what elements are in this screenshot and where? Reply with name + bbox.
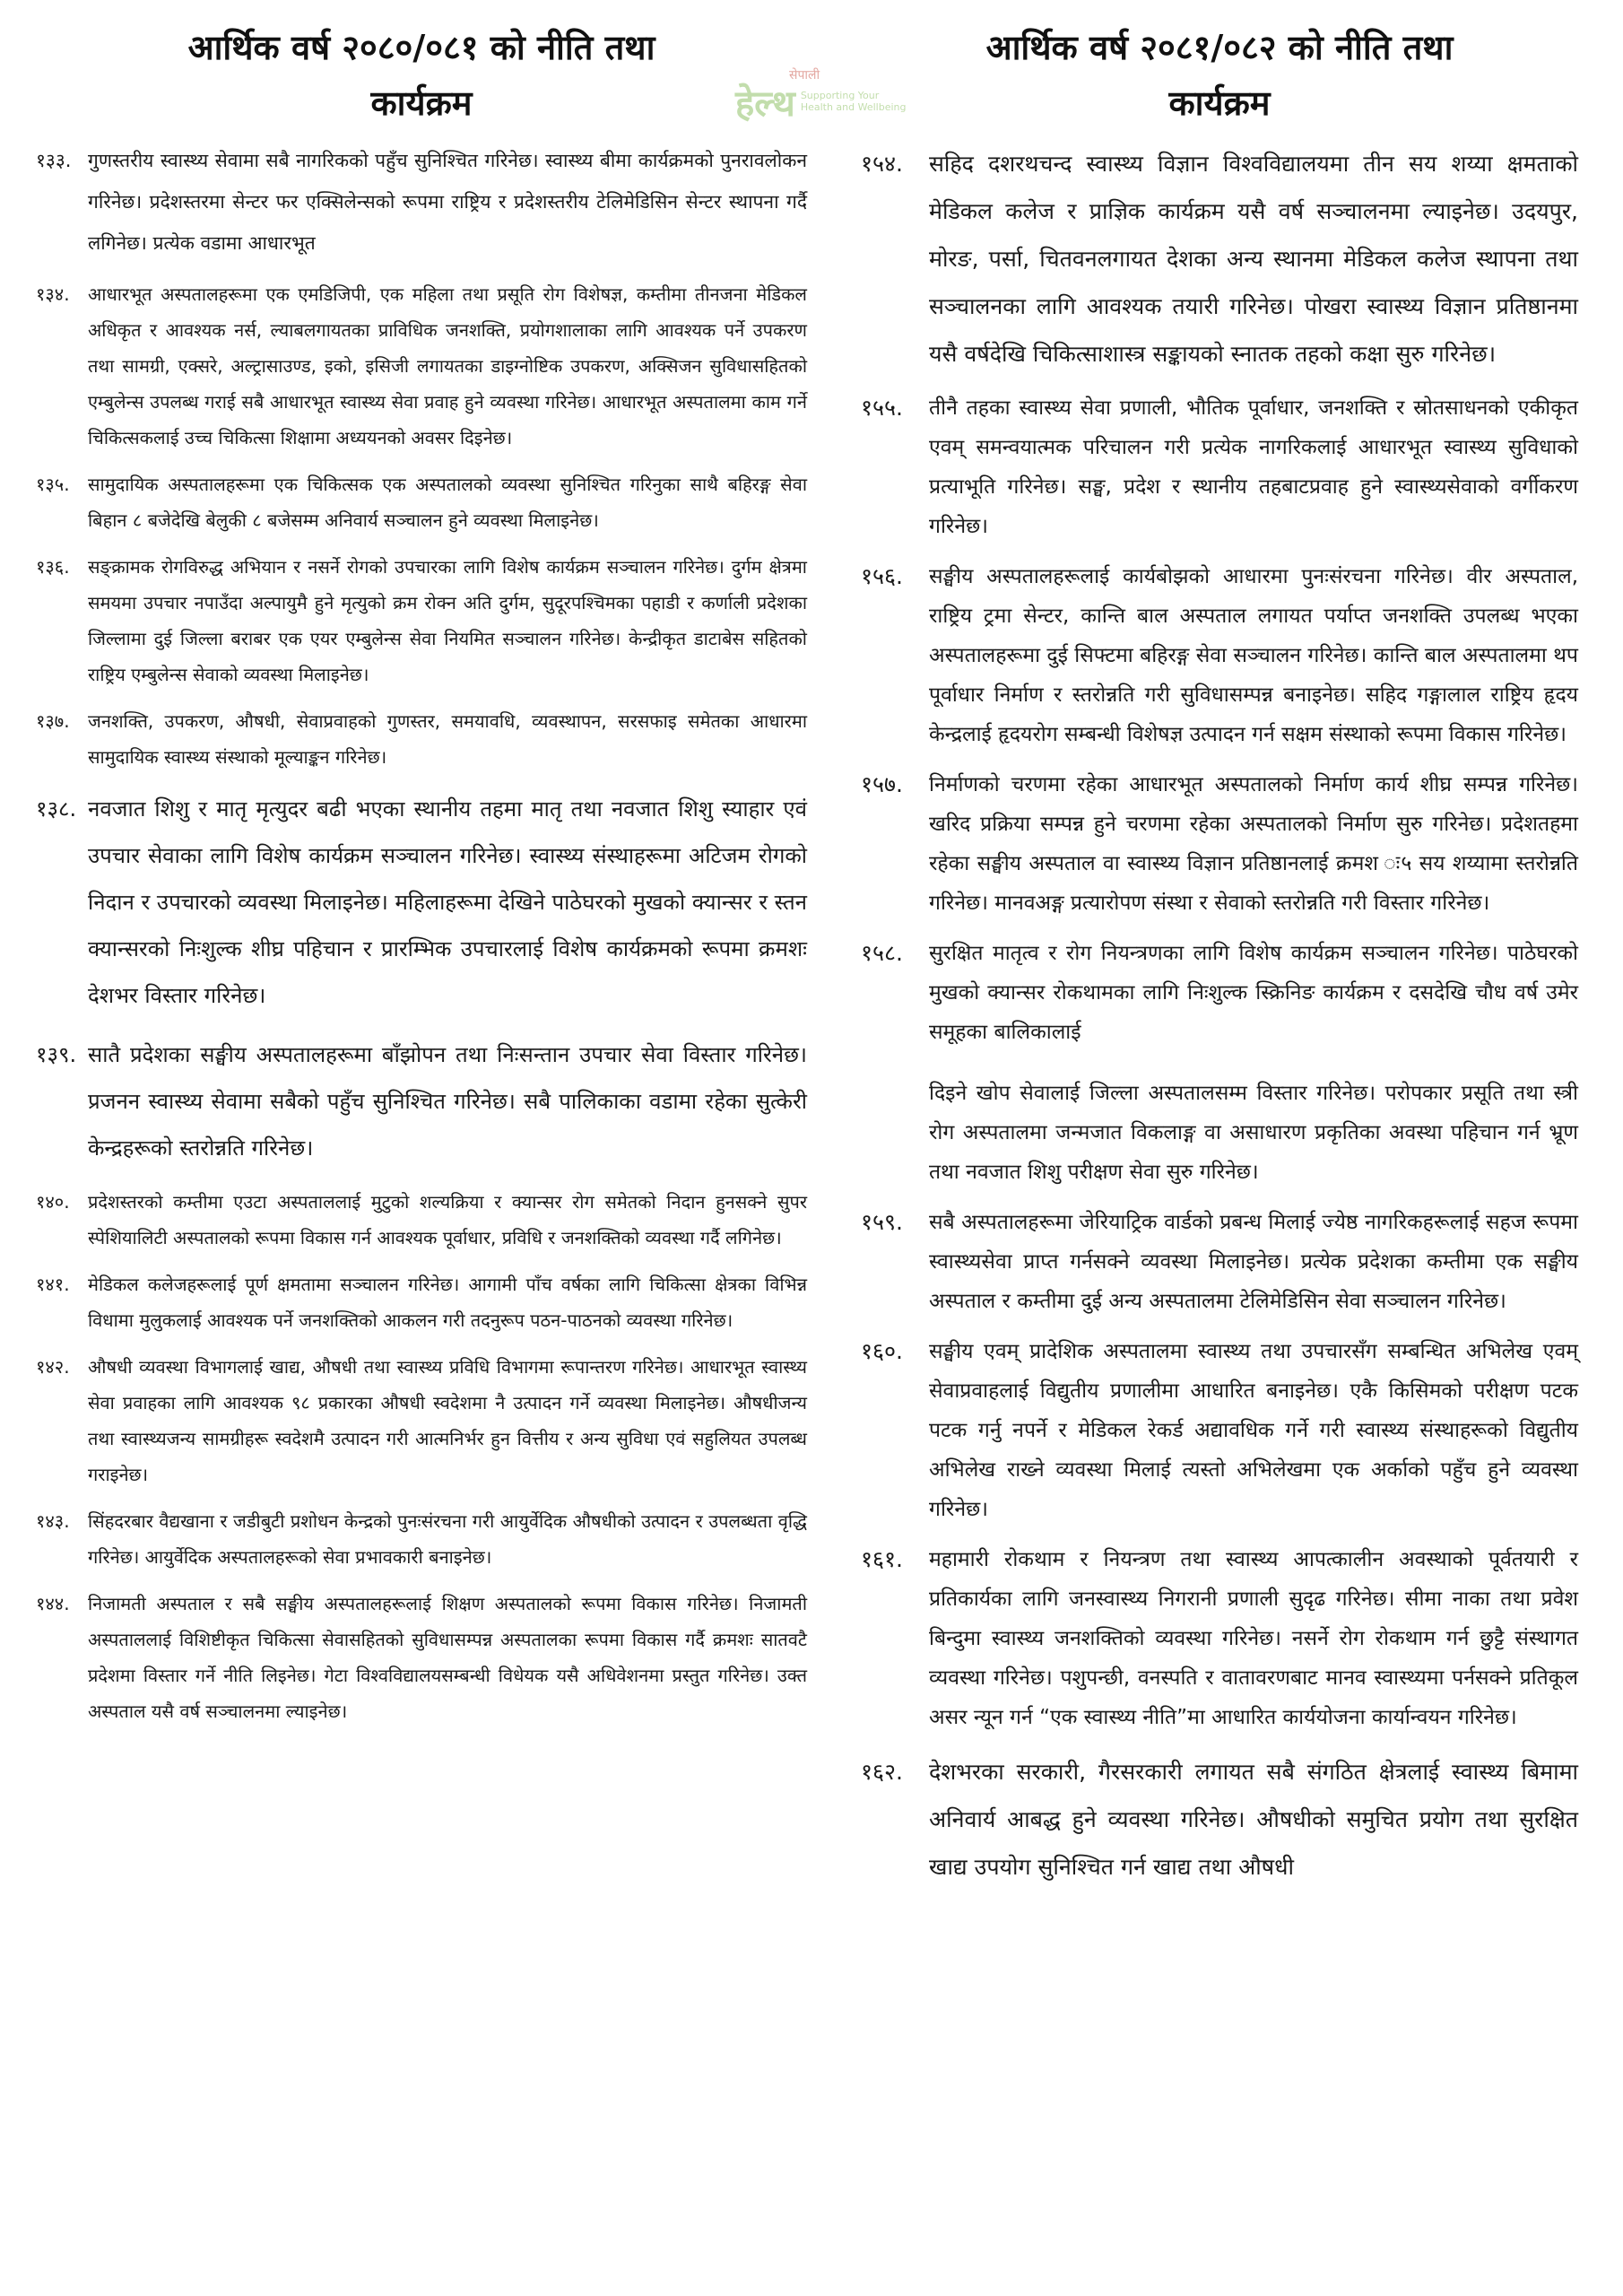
policy-item-138 [36, 786, 807, 1019]
item-number: १४३. [36, 1510, 70, 1532]
item-number: १३७. [36, 710, 70, 732]
item-text: सातै प्रदेशका सङ्घीय अस्पतालहरूमा बाँझोपन तथा निःसन्तान उपचार सेवा विस्तार गरिनेछ। प्रजनन स्वास्थ्य सेवामा सबैको पहुँच सुनिश्चित गरिनेछ। सबै पालिकाका वडामा रहेका सुत्केरी केन्द्रहरूको स्तरोन्नति गरिनेछ। [88, 1042, 807, 1161]
item-text: तीनै तहका स्वास्थ्य सेवा प्रणाली, भौतिक पूर्वाधार, जनशक्ति र स्रोतसाधनको एकीकृत एवम् समन्वयात्मक परिचालन गरी प्रत्येक नागरिकलाई आधारभूत स्वास्थ्य सुविधाको प्रत्याभूति गरिनेछ। सङ्घ, प्रदेश र स्थानीय तहबाटप्रवाह हुने स्वास्थ्यसेवाको वर्गीकरण गरिनेछ। [929, 396, 1578, 538]
policy-item-154 [861, 140, 1578, 378]
policy-item-137 [36, 703, 807, 775]
item-text: सङ्घीय अस्पतालहरूलाई कार्यबोझको आधारमा पुनःसंरचना गरिनेछ। वीर अस्पताल, राष्ट्रिय ट्रमा सेन्टर, कान्ति बाल अस्पताल लगायत पर्याप्त जनशक्ति उपलब्ध भएका अस्पतालहरूमा दुई सिफ्टमा बहिरङ्ग सेवा सञ्चालन गरिनेछ। कान्ति बाल अस्पतालमा थप पूर्वाधार निर्माण र स्तरोन्नति गरी सुविधासम्पन्न बनाइनेछ। सहिद गङ्गालाल राष्ट्रिय हृदय केन्द्रलाई हृदयरोग सम्बन्धी विशेषज्ञ उत्पादन गर्न सक्षम संस्थाको रूपमा विकास गरिनेछ। [929, 565, 1578, 746]
item-number: १३५. [36, 474, 70, 495]
policy-item-160 [861, 1332, 1578, 1529]
policy-item-133 [36, 140, 807, 264]
item-text: गुणस्तरीय स्वास्थ्य सेवामा सबै नागरिकको पहुँच सुनिश्चित गरिनेछ। स्वास्थ्य बीमा कार्यक्रमको पुनरावलोकन गरिनेछ। प्रदेशस्तरमा सेन्टर फर एक्सिलेन्सको रूपमा राष्ट्रिय र प्रदेशस्तरीय टेलिमेडिसिन सेन्टर स्थापना गर्दै लगिनेछ। प्रत्येक वडामा आधारभूत [88, 150, 807, 254]
item-text: निर्माणको चरणमा रहेका आधारभूत अस्पतालको निर्माण कार्य शीघ्र सम्पन्न गरिनेछ। खरिद प्रक्रिया सम्पन्न हुने चरणमा रहेका अस्पतालको निर्माण सुरु गरिनेछ। प्रदेशतहमा रहेका सङ्घीय अस्पताल वा स्वास्थ्य विज्ञान प्रतिष्ठानलाई क्रमश ः५ सय शय्यामा स्तरोन्नति गरिनेछ। मानवअङ्ग प्रत्यारोपण संस्था र सेवाको स्तरोन्नति गरी विस्तार गरिनेछ। [929, 773, 1578, 915]
policy-item-139 [36, 1031, 807, 1171]
right-column [861, 0, 1578, 1901]
item-text: सबै अस्पतालहरूमा जेरियाट्रिक वार्डको प्रबन्ध मिलाई ज्येष्ठ नागरिकहरूलाई सहज रूपमा स्वास्थ्यसेवा प्राप्त गर्नसक्ने व्यवस्था मिलाइनेछ। प्रत्येक प्रदेशका कम्तीमा एक सङ्घीय अस्पताल र कम्तीमा दुई अन्य अस्पतालमा टेलिमेडिसिन सेवा सञ्चालन गरिनेछ। [929, 1211, 1578, 1313]
item-text: प्रदेशस्तरको कम्तीमा एउटा अस्पताललाई मुटुको शल्यक्रिया र क्यान्सर रोग समेतको निदान हुनसक्ने सुपर स्पेशियालिटी अस्पतालको रूपमा विकास गर्न आवश्यक पूर्वाधार, प्रविधि र जनशक्तिको व्यवस्था गर्दै लगिनेछ। [88, 1191, 807, 1248]
policy-item-141 [36, 1266, 807, 1338]
item-text: सङ्क्रामक रोगविरुद्ध अभियान र नसर्ने रोगको उपचारका लागि विशेष कार्यक्रम सञ्चालन गरिनेछ। दुर्गम क्षेत्रमा समयमा उपचार नपाउँदा अल्पायुमै हुने मृत्युको क्रम रोक्न अति दुर्गम, सुदूरपश्चिमका पहाडी र कर्णाली प्रदेशका जिल्लामा दुई जिल्ला बराबर एक एयर एम्बुलेन्स सेवा नियमित सञ्चालन गरिनेछ। केन्द्रीकृत डाटाबेस सहितको राष्ट्रिय एम्बुलेन्स सेवाको व्यवस्था मिलाइनेछ। [88, 556, 807, 685]
logo-mark: हेल्थ [735, 83, 795, 125]
policy-item-142 [36, 1349, 807, 1492]
item-number: १३८. [36, 796, 77, 822]
item-text: निजामती अस्पताल र सबै सङ्घीय अस्पतालहरूलाई शिक्षण अस्पतालको रूपमा विकास गरिनेछ। निजामती अस्पताललाई विशिष्टीकृत चिकित्सा सेवासहितको सुविधासम्पन्न अस्पतालका रूपमा विकास गर्दै क्रमशः सातवटै प्रदेशमा विस्तार गर्ने नीति लिइनेछ। गेटा विश्वविद्यालयसम्बन्धी विधेयक यसै अधिवेशनमा प्रस्तुत गरिनेछ। उक्त अस्पताल यसै वर्ष सञ्चालनमा ल्याइनेछ। [88, 1593, 807, 1722]
policy-item-162 [861, 1748, 1578, 1891]
logo-tagline-line2: Health and Wellbeing [800, 101, 907, 113]
right-heading [861, 20, 1578, 131]
item-number: १३९. [36, 1042, 77, 1067]
policy-item-135 [36, 466, 807, 538]
item-number: १५८. [861, 940, 903, 966]
item-text: सहिद दशरथचन्द स्वास्थ्य विज्ञान विश्वविद्यालयमा तीन सय शय्या क्षमताको मेडिकल कलेज र प्राज्ञिक कार्यक्रम यसै वर्ष सञ्चालनमा ल्याइनेछ। उदयपुर, मोरङ, पर्सा, चितवनलगायत देशका अन्य स्थानमा मेडिकल कलेज स्थापना तथा सञ्चालनका लागि आवश्यक तयारी गरिनेछ। पोखरा स्वास्थ्य विज्ञान प्रतिष्ठानमा यसै वर्षदेखि चिकित्साशास्त्र सङ्कायको स्नातक तहको कक्षा सुरु गरिनेछ। [929, 151, 1578, 367]
policy-item-140 [36, 1184, 807, 1256]
policy-item-159 [861, 1203, 1578, 1321]
policy-item-134 [36, 276, 807, 456]
policy-item-158-continued: दिइने खोप सेवालाई जिल्ला अस्पतालसम्म विस्तार गरिनेछ। परोपकार प्रसूति तथा स्त्री रोग अस्पतालमा जन्मजात विकलाङ्ग वा असाधारण प्रकृतिका अवस्था पहिचान गर्न भ्रूण तथा नवजात शिशु परीक्षण सेवा सुरु गरिनेछ। [929, 1082, 1578, 1184]
item-number: १३६. [36, 556, 70, 578]
item-number: १५९. [861, 1209, 903, 1235]
left-column [36, 0, 807, 1740]
logo-tagline-line1: Supporting Your [800, 90, 880, 101]
item-text: आधारभूत अस्पतालहरूमा एक एमडिजिपी, एक महिला तथा प्रसूति रोग विशेषज्ञ, कम्तीमा तीनजना मेडिकल अधिकृत र आवश्यक नर्स, ल्याबलगायतका प्राविधिक जनशक्ति, प्रयोगशालाका लागि आवश्यक पर्ने उपकरण तथा सामग्री, एक्सरे, अल्ट्रासाउण्ड, इको, इसिजी लगायतका डाइग्नोष्टिक उपकरण, अक्सिजन सुविधासहितको एम्बुलेन्स उपलब्ध गराई सबै आधारभूत स्वास्थ्य सेवा प्रवाह हुने व्यवस्था गरिनेछ। आधारभूत अस्पतालमा काम गर्ने चिकित्सकलाई उच्च चिकित्सा शिक्षामा अध्ययनको अवसर दिइनेछ। [88, 283, 807, 448]
policy-item-157 [861, 765, 1578, 923]
item-number: १४१. [36, 1274, 70, 1295]
item-text: सुरक्षित मातृत्व र रोग नियन्त्रणका लागि विशेष कार्यक्रम सञ्चालन गरिनेछ। पाठेघरको मुखको क्यान्सर रोकथामका लागि निःशुल्क स्क्रिनिङ कार्यक्रम र दसदेखि चौध वर्ष उमेर समूहका बालिकालाई [929, 942, 1578, 1044]
item-number: १४४. [36, 1593, 70, 1614]
item-number: १४०. [36, 1191, 70, 1213]
policy-item-155 [861, 388, 1578, 546]
item-number: १५४. [861, 151, 903, 177]
item-number: १६२. [861, 1759, 903, 1785]
item-text: सामुदायिक अस्पतालहरूमा एक चिकित्सक एक अस्पतालको व्यवस्था सुनिश्चित गरिनुका साथै बहिरङ्ग सेवा बिहान ८ बजेदेखि बेलुकी ८ बजेसम्म अनिवार्य सञ्चालन हुने व्यवस्था मिलाइनेछ। [88, 474, 807, 531]
item-text: सङ्घीय एवम् प्रादेशिक अस्पतालमा स्वास्थ्य तथा उपचारसँग सम्बन्धित अभिलेख एवम् सेवाप्रवाहलाई विद्युतीय प्रणालीमा आधारित बनाइनेछ। एकै किसिमको परीक्षण पटक पटक गर्नु नपर्ने र मेडिकल रेकर्ड अद्यावधिक गर्ने गरी स्वास्थ्य संस्थाहरूको विद्युतीय अभिलेख राख्ने व्यवस्था मिलाई त्यस्तो अभिलेखमा एक अर्काको पहुँच हुने व्यवस्था गरिनेछ। [929, 1340, 1578, 1521]
item-text: जनशक्ति, उपकरण, औषधी, सेवाप्रवाहको गुणस्तर, समयावधि, व्यवस्थापन, सरसफाइ समेतका आधारमा सामुदायिक स्वास्थ्य संस्थाको मूल्याङ्कन गरिनेछ। [88, 710, 807, 768]
item-number: १५५. [861, 395, 903, 421]
item-text: नवजात शिशु र मातृ मृत्युदर बढी भएका स्थानीय तहमा मातृ तथा नवजात शिशु स्याहार एवं उपचार सेवाका लागि विशेष कार्यक्रम सञ्चालन गरिनेछ। स्वास्थ्य संस्थाहरूमा अटिजम रोगको निदान र उपचारको व्यवस्था मिलाइनेछ। महिलाहरूमा देखिने पाठेघरको मुखको क्यान्सर र स्तन क्यान्सरको निःशुल्क शीघ्र पहिचान र प्रारम्भिक उपचारलाई विशेष कार्यक्रमको रूपमा क्रमशः देशभर विस्तार गरिनेछ। [88, 796, 807, 1008]
item-number: १५६. [861, 563, 903, 589]
logo-top-text: सेपाली [789, 68, 820, 83]
policy-item-156 [861, 557, 1578, 754]
item-number: १६१. [861, 1546, 903, 1572]
right-heading-line2: कार्यक्रम [1168, 83, 1271, 123]
item-number: १३३. [36, 150, 72, 171]
item-text: मेडिकल कलेजहरूलाई पूर्ण क्षमतामा सञ्चालन गरिनेछ। आगामी पाँच वर्षका लागि चिकित्सा क्षेत्रका विभिन्न विधामा मुलुकलाई आवश्यक पर्ने जनशक्तिको आकलन गरी तदनुरूप पठन-पाठनको व्यवस्था गरिनेछ। [88, 1274, 807, 1331]
item-number: १४२. [36, 1356, 70, 1378]
policy-item-144 [36, 1586, 807, 1729]
item-number: १६०. [861, 1338, 903, 1364]
item-number: १५७. [861, 771, 903, 797]
item-text: सिंहदरबार वैद्यखाना र जडीबुटी प्रशोधन केन्द्रको पुनःसंरचना गरी आयुर्वेदिक औषधीको उत्पादन र उपलब्धता वृद्धि गरिनेछ। आयुर्वेदिक अस्पतालहरूको सेवा प्रभावकारी बनाइनेछ। [88, 1510, 807, 1568]
left-heading-line2: कार्यक्रम [370, 83, 473, 123]
left-heading-line1: आर्थिक वर्ष २०८०/०८१ को नीति तथा [187, 28, 655, 67]
policy-item-161 [861, 1540, 1578, 1737]
item-text: देशभरका सरकारी, गैरसरकारी लगायत सबै संगठित क्षेत्रलाई स्वास्थ्य बिमामा अनिवार्य आबद्ध हुने व्यवस्था गरिनेछ। औषधीको समुचित प्रयोग तथा सुरक्षित खाद्य उपयोग सुनिश्चित गर्न खाद्य तथा औषधी [929, 1759, 1578, 1880]
policy-item-136 [36, 549, 807, 692]
item-number: १३४. [36, 283, 70, 305]
policy-item-158 [861, 934, 1578, 1052]
left-heading [36, 20, 807, 131]
item-text: महामारी रोकथाम र नियन्त्रण तथा स्वास्थ्य आपत्कालीन अवस्थाको पूर्वतयारी र प्रतिकार्यका लागि जनस्वास्थ्य निगरानी प्रणाली सुदृढ गरिनेछ। सीमा नाका तथा प्रवेश बिन्दुमा स्वास्थ्य जनशक्तिको व्यवस्था गरिनेछ। नसर्ने रोग रोकथाम गर्न छुट्टै संस्थागत व्यवस्था गरिनेछ। पशुपन्छी, वनस्पति र वातावरणबाट मानव स्वास्थ्यमा पर्नसक्ने प्रतिकूल असर न्यून गर्न “एक स्वास्थ्य नीति”मा आधारित कार्ययोजना कार्यान्वयन गरिनेछ। [929, 1548, 1578, 1729]
item-text: औषधी व्यवस्था विभागलाई खाद्य, औषधी तथा स्वास्थ्य प्रविधि विभागमा रूपान्तरण गरिनेछ। आधारभूत स्वास्थ्य सेवा प्रवाहका लागि आवश्यक ९८ प्रकारका औषधी स्वदेशमा नै उत्पादन गर्ने व्यवस्था मिलाइनेछ। औषधीजन्य तथा स्वास्थ्यजन्य सामग्रीहरू स्वदेशमै उत्पादन गरी आत्मनिर्भर हुन वित्तीय र अन्य सुविधा एवं सहुलियत उपलब्ध गराइनेछ। [88, 1356, 807, 1485]
right-heading-line1: आर्थिक वर्ष २०८१/०८२ को नीति तथा [985, 28, 1454, 67]
policy-item-143 [36, 1503, 807, 1575]
